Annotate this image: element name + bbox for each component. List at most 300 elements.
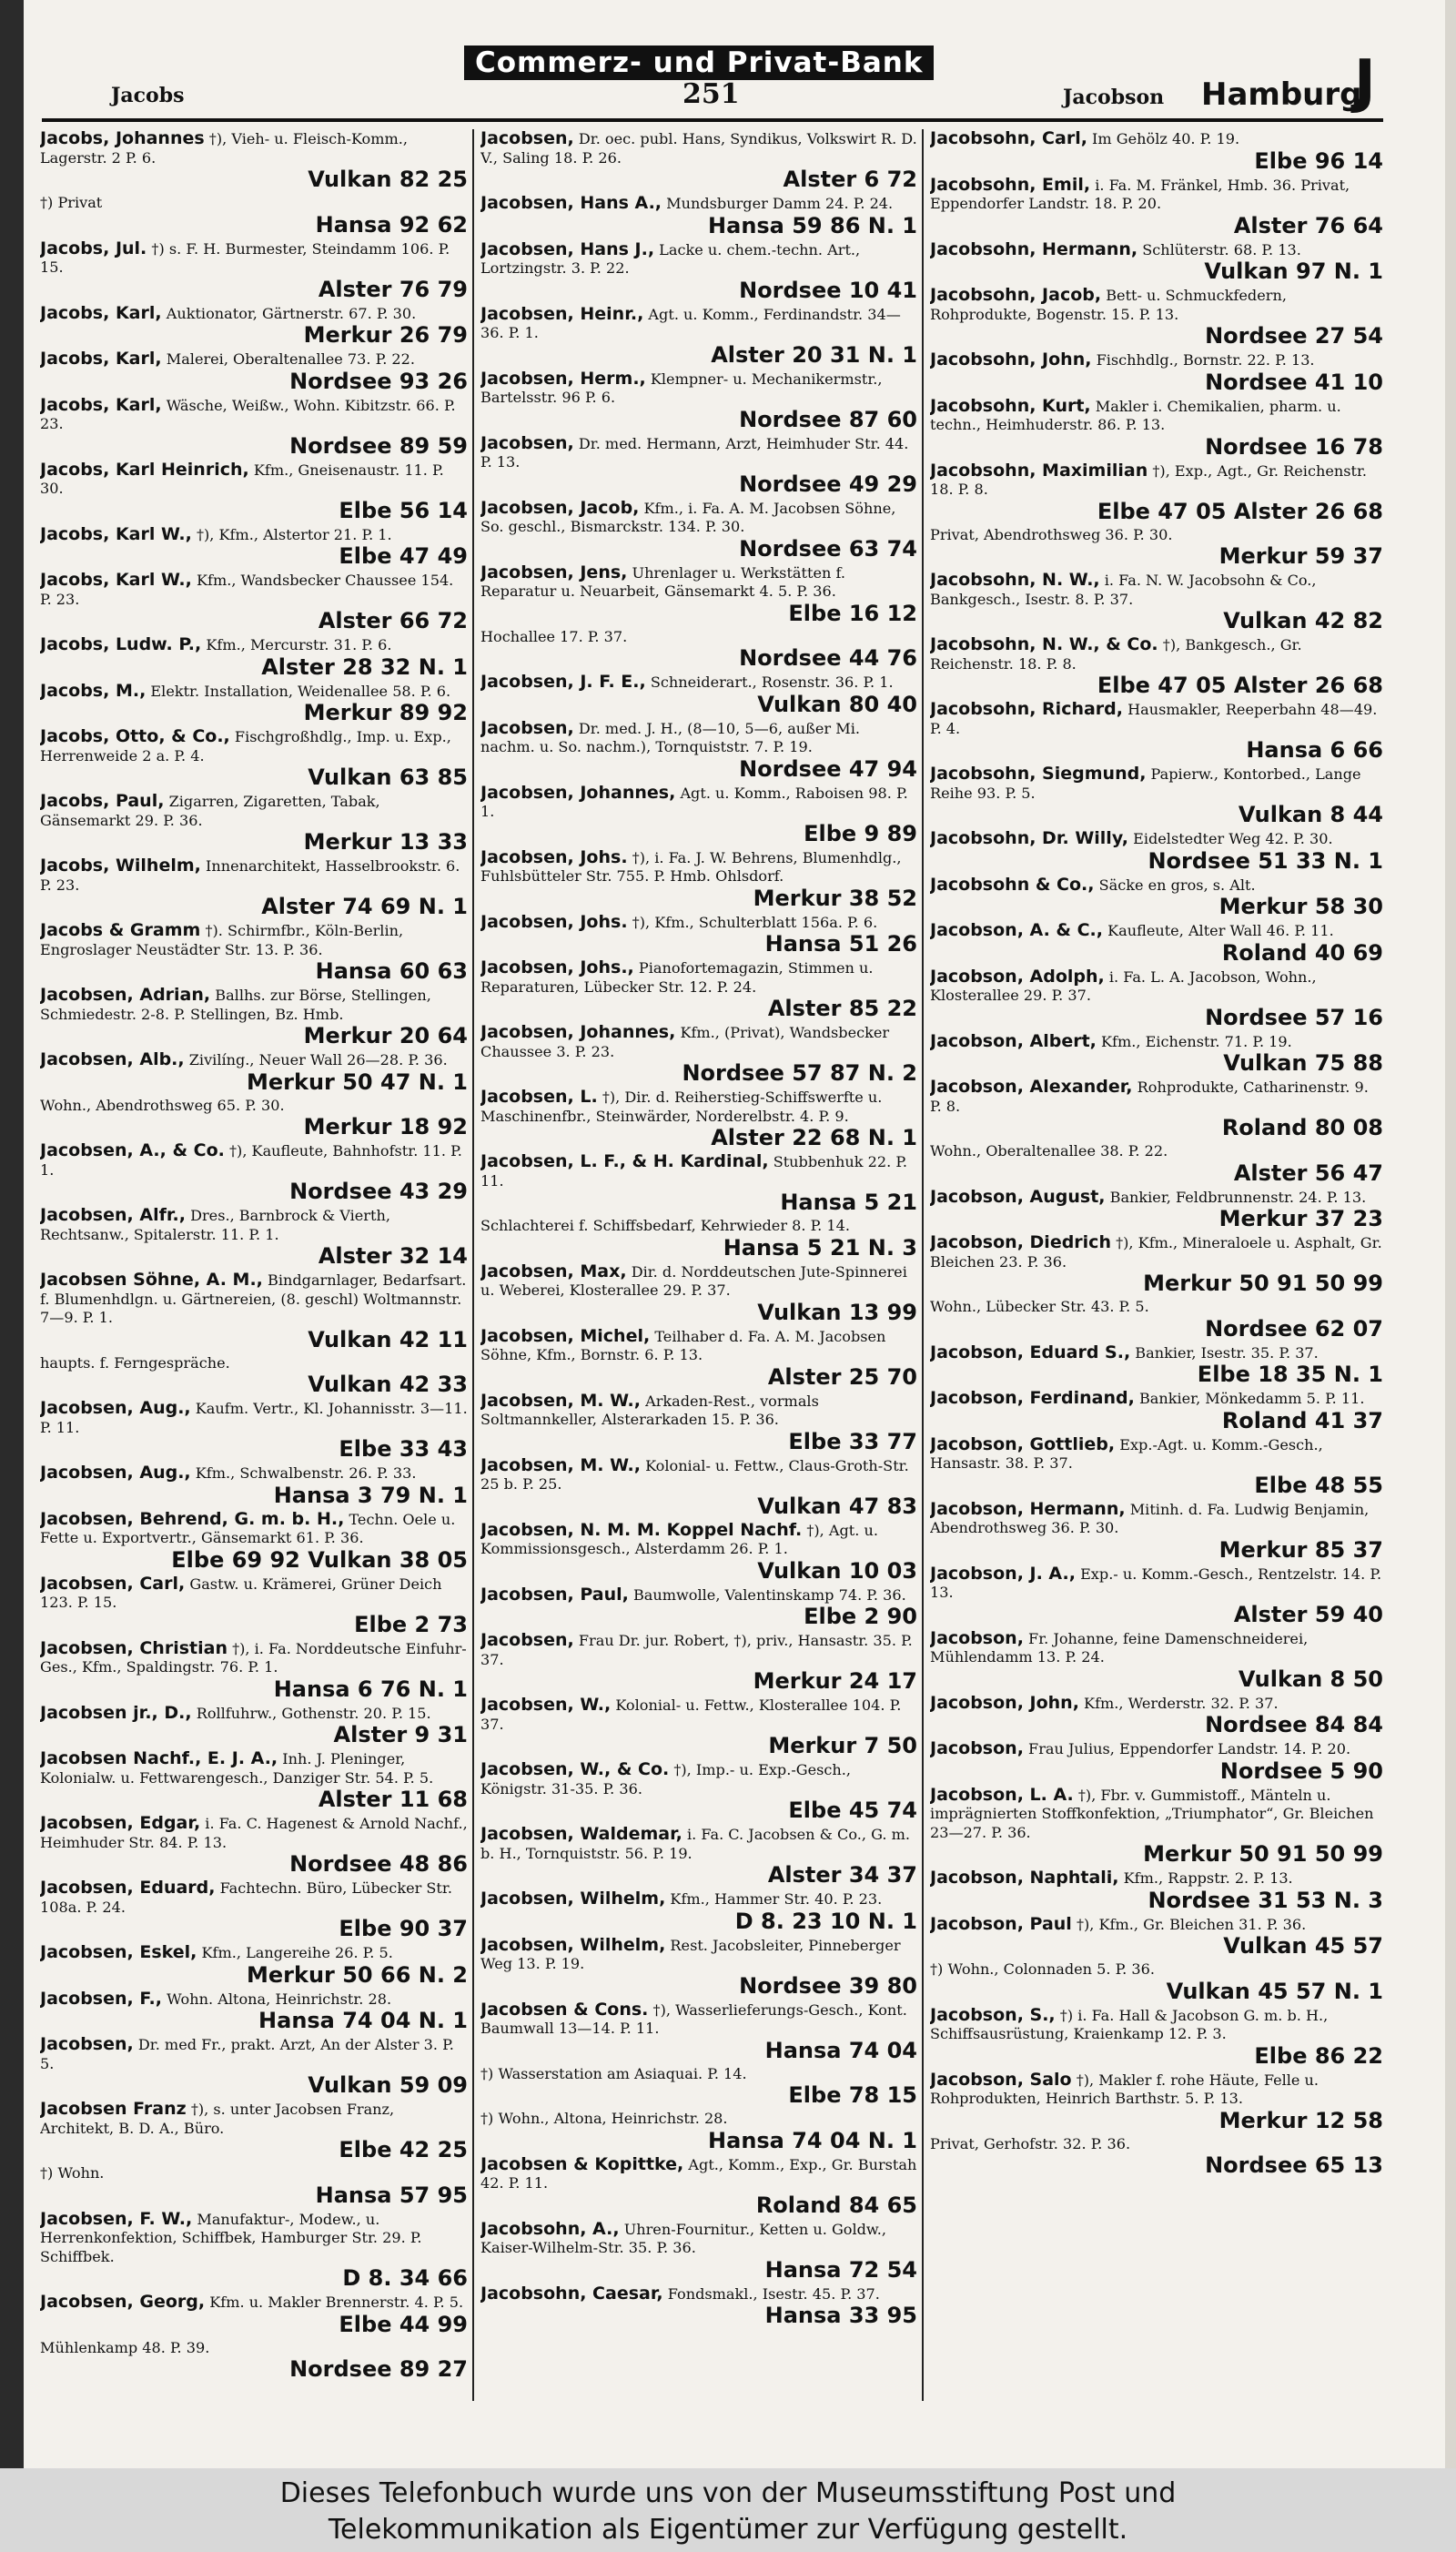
directory-entry (40, 2339, 468, 2383)
directory-entry (40, 1399, 468, 1462)
directory-entry (480, 1088, 917, 1150)
entry-phone: Elbe 47 49 (339, 543, 468, 569)
entry-phone: Hansa 5 21 (780, 1190, 917, 1215)
entry-details: Exp.- u. Komm.-Gesch., Rentzelstr. 14. P. 13. (930, 1565, 1382, 1601)
entry-details: Zivilíng., Neuer Wall 26—28. P. 36. (188, 1051, 448, 1068)
directory-entry (40, 1639, 468, 1702)
entry-details: Bankier, Isestr. 35. P. 37. (1135, 1343, 1319, 1362)
directory-entry (480, 1327, 917, 1390)
entry-details: †) Privat (40, 194, 103, 211)
entry-details: Ballhs. zur Börse, Stellingen, Schmiedestr. 2-8. P. Stellingen, Bz. Hmb. (40, 987, 431, 1023)
directory-entry (930, 286, 1383, 349)
entry-name: Jacobson, Albert, (930, 1030, 1097, 1051)
directory-entry (930, 1233, 1383, 1296)
entry-name: Jacobs, Johannes (40, 129, 205, 148)
entry-name: Jacobs, Karl, (40, 394, 162, 415)
column-divider (472, 129, 474, 2401)
entry-name: Jacobsen, Hans A., (480, 193, 662, 213)
directory-entry (40, 792, 468, 855)
directory-entry (930, 1915, 1383, 1960)
entry-name: Jacobsen Söhne, A. M., (40, 1270, 263, 1290)
directory-entry (930, 461, 1383, 524)
entry-details: †), Fbr. v. Gummistoff., Mänteln u. imprägnierten Stoffkonfektion, „Triumphator“, Gr. Bleichen 23—27. P. 36. (930, 1786, 1374, 1841)
entry-details: i. Fa. C. Hagenest & Arnold Nachf., Heimhuder Str. 84. P. 13. (40, 1815, 468, 1851)
directory-entry (930, 1739, 1383, 1784)
entry-details: †), s. unter Jacobsen Franz, Architekt, B. D. A., Büro. (40, 2101, 395, 2137)
entry-name: Jacobson, Gottlieb, (930, 1433, 1116, 1454)
directory-entry (40, 1510, 468, 1573)
entry-details: Kfm., Eichenstr. 71. P. 19. (1101, 1032, 1292, 1050)
entry-details: Pianofortemagazin, Stimmen u. Reparaturen, Lübecker Str. 12. P. 24. (480, 959, 874, 996)
entry-details: Zigarren, Zigaretten, Tabak, Gänsemarkt 29. P. 36. (40, 793, 380, 829)
entry-phone: Elbe 2 73 (354, 1611, 468, 1637)
directory-entry (480, 499, 917, 562)
directory-entry (40, 1050, 468, 1095)
directory-entry (480, 1585, 917, 1630)
entry-details: Schlüterstr. 68. P. 13. (1142, 240, 1301, 258)
entry-phone: Hansa 60 63 (315, 958, 468, 984)
entry-details: Frau Julius, Eppendorfer Landstr. 14. P. 20. (1028, 1740, 1351, 1757)
directory-entry (930, 1032, 1383, 1077)
entry-name: Jacobsen Franz (40, 2099, 187, 2119)
entry-phone: Vulkan 75 88 (1223, 1050, 1383, 1076)
entry-details: †), Kaufleute, Bahnhofstr. 11. P. 1. (40, 1142, 462, 1179)
entry-details: Dr. med Fr., prakt. Arzt, An der Alster 3. P. 5. (40, 2036, 454, 2072)
entry-details: Kfm., Rappstr. 2. P. 13. (1123, 1869, 1293, 1887)
directory-entry (40, 304, 468, 349)
directory-entry (480, 913, 917, 957)
entry-details: †), Kfm., Alstertor 21. P. 1. (196, 525, 392, 543)
entry-phone: Vulkan 42 82 (1223, 608, 1383, 633)
directory-entry (480, 370, 917, 432)
directory-entry (480, 2220, 917, 2283)
entry-name: Jacobsen, J. F. E., (480, 672, 646, 692)
directory-entry (480, 1825, 917, 1888)
directory-entry (480, 1456, 917, 1519)
directory-entry (40, 461, 468, 523)
directory-entry (930, 1629, 1383, 1692)
entry-details: †), Exp., Agt., Gr. Reichenstr. 18. P. 8. (930, 461, 1367, 498)
entry-name: Jacobsen, Carl, (40, 1573, 186, 1594)
directory-entry (480, 1217, 917, 1261)
entry-phone: Nordsee 84 84 (1205, 1712, 1383, 1737)
entry-details: †), Imp.- u. Exp.-Gesch., Königstr. 31-35. P. 36. (480, 1761, 852, 1798)
entry-details: †) s. F. H. Burmester, Steindamm 106. P. 15. (40, 239, 450, 276)
entry-details: Frau Dr. jur. Robert, †), priv., Hansastr. 35. P. 37. (480, 1632, 913, 1668)
entry-phone: Vulkan 8 44 (1238, 802, 1383, 827)
entry-name: Jacobson, Hermann, (930, 1498, 1126, 1519)
header-index-letter: J (1354, 48, 1376, 116)
directory-entry (930, 1565, 1383, 1627)
entry-name: Jacobsohn, Jacob, (930, 285, 1102, 305)
entry-phone: Hansa 74 04 N. 1 (708, 2127, 917, 2153)
directory-entry (480, 628, 917, 672)
entry-phone: Nordsee 43 29 (289, 1179, 468, 1204)
entry-name: Jacobsohn & Co., (930, 874, 1095, 895)
entry-details: Schneiderart., Rosenstr. 36. P. 1. (650, 673, 894, 691)
directory-entry (40, 1943, 468, 1988)
entry-phone: Elbe 18 35 N. 1 (1197, 1362, 1383, 1387)
entry-name: Jacobs, Karl, (40, 349, 162, 369)
entry-details: Kaufm. Vertr., Kl. Johannisstr. 3—11. P. 11. (40, 1400, 468, 1436)
entry-phone: Hansa 59 86 N. 1 (708, 212, 917, 238)
directory-entry (480, 1696, 917, 1758)
entry-name: Jacobs, Karl W., (40, 570, 192, 590)
directory-entry (480, 194, 917, 238)
directory-entry (930, 526, 1383, 570)
directory-entry (480, 434, 917, 497)
entry-details: Wohn., Lübecker Str. 43. P. 5. (930, 1298, 1149, 1315)
directory-entry (480, 129, 917, 192)
entry-phone: Vulkan 63 85 (308, 765, 468, 790)
entry-details: Fischhdlg., Bornstr. 22. P. 13. (1096, 351, 1315, 369)
directory-entry (40, 921, 468, 984)
directory-entry (480, 848, 917, 911)
entry-phone: D 8. 34 66 (342, 2265, 468, 2291)
page-binding-edge (0, 0, 24, 2468)
entry-phone: Merkur 89 92 (303, 700, 468, 725)
entry-name: Jacobsen, Alfr., (40, 1205, 186, 1225)
entry-name: Jacobsen Nachf., E. J. A., (40, 1748, 278, 1768)
entry-details: Bett- u. Schmuckfedern, Rohprodukte, Bogenstr. 15. P. 13. (930, 287, 1287, 323)
directory-entry (480, 673, 917, 717)
entry-phone: Elbe 45 74 (788, 1798, 917, 1823)
entry-name: Jacobsen, Johs. (480, 846, 628, 867)
entry-phone: Nordsee 31 53 N. 3 (1148, 1887, 1383, 1913)
entry-name: Jacobsen, A., & Co. (40, 1140, 225, 1160)
entry-details: Agt. u. Komm., Raboisen 98. P. 1. (480, 784, 908, 820)
entry-phone: Nordsee 10 41 (739, 277, 917, 303)
entry-details: Kfm., Gneisenaustr. 11. P. 30. (40, 461, 444, 497)
entry-name: Jacobson, S., (930, 2004, 1056, 2025)
entry-details: Makler i. Chemikalien, pharm. u. techn., Heimhuderstr. 86. P. 13. (930, 397, 1341, 433)
header-city: Hamburg (1201, 76, 1362, 113)
entry-phone: Nordsee 51 33 N. 1 (1148, 847, 1383, 874)
directory-entry (930, 350, 1383, 395)
entry-phone: Alster 22 68 N. 1 (711, 1125, 917, 1150)
footer-line-2: Telekommunikation als Eigentümer zur Verfügung gestellt. (328, 2514, 1128, 2546)
entry-details: Inh. J. Pleninger, Kolonialw. u. Fettwarengesch., Danziger Str. 54. P. 5. (40, 1750, 434, 1787)
entry-name: Jacobsen, Paul, (480, 1584, 629, 1605)
directory-entry (930, 1343, 1383, 1388)
directory-entry (930, 967, 1383, 1030)
entry-details: Schlachterei f. Schiffsbedarf, Kehrwieder 8. P. 14. (480, 1217, 851, 1234)
entry-phone: Elbe 90 37 (339, 1916, 468, 1941)
entry-name: Jacobsen & Cons. (480, 1999, 649, 2020)
entry-phone: Alster 25 70 (767, 1363, 917, 1390)
entry-phone: Alster 6 72 (783, 167, 917, 192)
entry-phone: Elbe 56 14 (339, 497, 468, 523)
entry-details: Klempner- u. Mechanikermstr., Bartelsstr. 96 P. 6. (480, 370, 883, 406)
entry-phone: Merkur 24 17 (753, 1668, 917, 1694)
entry-details: Mühlenkamp 48. P. 39. (40, 2338, 210, 2356)
directory-entry (480, 2110, 917, 2153)
entry-name: Jacobsen, Wilhelm, (480, 1934, 666, 1955)
entry-phone: Vulkan 80 40 (757, 691, 917, 717)
column-divider (922, 129, 924, 2401)
entry-name: Jacobson, (930, 1627, 1024, 1648)
entry-details: Kolonial- u. Fettw., Klosterallee 104. P. 37. (480, 1696, 902, 1733)
entry-name: Jacobsen, (40, 2034, 134, 2054)
entry-details: Säcke en gros, s. Alt. (1098, 876, 1256, 894)
page-header (36, 44, 1383, 116)
entry-details: †) Wasserstation am Asiaquai. P. 14. (480, 2064, 747, 2082)
entry-phone: Elbe 33 77 (788, 1428, 917, 1454)
entry-phone: Hansa 74 04 N. 1 (258, 2008, 468, 2033)
directory-entry (40, 2100, 468, 2162)
entry-details: Kfm. u. Makler Brennerstr. 4. P. 5. (209, 2294, 464, 2311)
directory-entry (930, 240, 1383, 285)
entry-details: Rohprodukte, Catharinenstr. 9. P. 8. (930, 1079, 1369, 1115)
entry-details: †) Wohn. (40, 2164, 105, 2182)
entry-phone: D 8. 23 10 N. 1 (734, 1908, 917, 1934)
entry-details: Dr. oec. publ. Hans, Syndikus, Volkswirt R. D. V., Saling 18. P. 26. (480, 130, 917, 167)
directory-entry (480, 1936, 917, 1999)
entry-details: †), Agt. u. Kommissionsgesch., Alsterdamm 26. P. 1. (480, 1521, 878, 1557)
directory-entry (930, 635, 1383, 698)
entry-phone: Roland 80 08 (1221, 1115, 1383, 1140)
entry-phone: Merkur 18 92 (303, 1114, 468, 1139)
directory-entry (480, 1760, 917, 1823)
entry-phone: Vulkan 10 03 (757, 1557, 917, 1584)
entry-details: †) Wohn., Colonnaden 5. P. 36. (930, 1960, 1155, 1978)
entry-phone: Alster 76 64 (1233, 212, 1383, 238)
entry-phone: Elbe 96 14 (1254, 147, 1383, 174)
entry-details: Wohn. Altona, Heinrichstr. 28. (167, 1990, 392, 2008)
entry-details: i. Fa. L. A. Jacobson, Wohn., Klosterallee 29. P. 37. (930, 967, 1317, 1004)
entry-details: Uhrenlager u. Werkstätten f. Reparatur u. Neuarbeit, Gänsemarkt 4. 5. P. 36. (480, 563, 845, 600)
entry-details: Rollfuhrw., Gothenstr. 20. P. 15. (196, 1704, 431, 1722)
entry-phone: Alster 85 22 (767, 996, 917, 1021)
entry-phone: Vulkan 82 25 (308, 167, 468, 192)
entry-phone: Alster 76 79 (318, 276, 468, 302)
directory-entry (930, 921, 1383, 966)
entry-phone: Roland 40 69 (1221, 939, 1383, 966)
entry-details: Kaufleute, Alter Wall 46. P. 11. (1107, 922, 1334, 939)
entry-phone: Hansa 33 95 (764, 2303, 917, 2328)
entry-name: Jacobs, Wilhelm, (40, 856, 201, 876)
entry-phone: Elbe 69 92 Vulkan 38 05 (171, 1546, 468, 1573)
entry-name: Jacobsen, Johs., (480, 957, 634, 977)
directory-entry (40, 194, 468, 238)
entry-phone: Merkur 85 37 (1218, 1536, 1383, 1563)
directory-column-3 (930, 129, 1383, 2405)
entry-details: Fachtechn. Büro, Lübecker Str. 108a. P. 24. (40, 1879, 452, 1916)
header-first-entry: Jacobs (111, 84, 185, 107)
entry-name: Jacobsohn, Emil, (930, 174, 1091, 195)
entry-name: Jacobsen, Hans J., (480, 238, 655, 259)
entry-phone: Vulkan 8 50 (1238, 1666, 1383, 1692)
entry-details: Malerei, Oberaltenallee 73. P. 22. (166, 350, 416, 368)
directory-entry (40, 1575, 468, 1637)
entry-name: Jacobs, Jul. (40, 238, 147, 258)
entry-phone: Hansa 51 26 (764, 931, 917, 957)
entry-details: †), Makler f. rohe Häute, Felle u. Rohprodukten, Heinrich Barthstr. 5. P. 13. (930, 2071, 1320, 2107)
directory-entry (930, 1142, 1383, 1186)
entry-phone: Nordsee 57 16 (1205, 1004, 1383, 1030)
directory-entry (480, 2000, 917, 2063)
entry-phone: Merkur 50 47 N. 1 (247, 1068, 468, 1095)
entry-phone: Merkur 20 64 (303, 1023, 468, 1048)
entry-name: Jacobson, Salo (930, 2069, 1072, 2090)
directory-entry (930, 571, 1383, 633)
directory-entry (40, 1097, 468, 1140)
entry-phone: Elbe 9 89 (804, 820, 917, 846)
entry-details: Wäsche, Weißw., Wohn. Kibitzstr. 66. P. 23. (40, 396, 456, 432)
entry-phone: Vulkan 59 09 (308, 2072, 468, 2098)
directory-entry (40, 1463, 468, 1508)
directory-entry (480, 1521, 917, 1584)
directory-entry (480, 1152, 917, 1215)
directory-entry (480, 305, 917, 368)
entry-name: Jacobsohn, Carl, (930, 129, 1087, 148)
entry-phone: Nordsee 57 87 N. 2 (682, 1060, 917, 1086)
directory-entry (40, 1749, 468, 1812)
entry-phone: Merkur 38 52 (753, 885, 917, 911)
entry-name: Jacobson, (930, 1738, 1024, 1758)
entry-phone: Elbe 16 12 (788, 600, 917, 626)
entry-details: Baumwolle, Valentinskamp 74. P. 36. (632, 1585, 906, 1604)
entry-details: †), i. Fa. Norddeutsche Einfuhr-Ges., Kfm., Spaldingstr. 76. P. 1. (40, 1639, 467, 1676)
entry-phone: Merkur 7 50 (768, 1733, 917, 1758)
entry-details: Bankier, Feldbrunnenstr. 24. P. 13. (1109, 1188, 1367, 1206)
entry-name: Jacobson, Paul (930, 1913, 1072, 1934)
entry-name: Jacobsen, Johs. (480, 911, 628, 932)
entry-name: Jacobsohn, Maximilian (930, 460, 1148, 481)
entry-name: Jacobsen, Max, (480, 1261, 627, 1281)
entry-name: Jacobsen, Johannes, (480, 1022, 676, 1042)
entry-phone: Alster 66 72 (318, 608, 468, 633)
entry-phone: Hansa 74 04 (764, 2037, 917, 2063)
entry-name: Jacobsen, N. M. M. Koppel Nachf. (480, 1519, 803, 1540)
directory-entry (930, 1868, 1383, 1913)
entry-name: Jacobsen, F. W., (40, 2208, 193, 2229)
entry-details: Lacke u. chem.-techn. Art., Lortzingstr. 3. P. 22. (480, 240, 861, 277)
entry-name: Jacobson, Naphtali, (930, 1868, 1119, 1888)
directory-column-1 (40, 129, 468, 2405)
entry-details: Agt. u. Komm., Ferdinandstr. 34—36. P. 1. (480, 305, 901, 341)
entry-details: Wohn., Oberaltenallee 38. P. 22. (930, 1142, 1168, 1160)
entry-name: Jacobsen, (480, 1630, 574, 1650)
directory-entry (40, 1879, 468, 1941)
entry-name: Jacobson, August, (930, 1186, 1106, 1207)
entry-name: Jacobsohn, N. W., (930, 570, 1100, 590)
entry-details: Kfm., Werderstr. 32. P. 37. (1084, 1694, 1279, 1712)
entry-phone: Hansa 3 79 N. 1 (273, 1482, 468, 1508)
entry-name: Jacobsen, Waldemar, (480, 1824, 682, 1844)
entry-name: Jacobsen, Jens, (480, 562, 628, 582)
entry-phone: Alster 74 69 N. 1 (261, 894, 468, 919)
entry-phone: Merkur 37 23 (1218, 1206, 1383, 1231)
entry-details: Stubbenhuk 22. P. 11. (480, 1153, 908, 1190)
directory-entry (930, 1694, 1383, 1738)
entry-name: Jacobs, Karl Heinrich, (40, 459, 249, 480)
entry-phone: Elbe 2 90 (804, 1604, 917, 1629)
entry-details: †) Wohn., Altona, Heinrichstr. 28. (480, 2110, 728, 2127)
directory-entry (930, 1786, 1383, 1868)
entry-phone: Alster 20 31 N. 1 (711, 341, 917, 368)
entry-name: Jacobsen, L. (480, 1087, 598, 1107)
entry-name: Jacobsohn, Dr. Willy, (930, 828, 1128, 848)
directory-entry (480, 1392, 917, 1454)
directory-entry (930, 129, 1383, 174)
entry-details: Fondsmakl., Isestr. 45. P. 37. (667, 2284, 880, 2303)
directory-entry (40, 2035, 468, 2098)
entry-details: i. Fa. N. W. Jacobsohn & Co., Bankgesch., Isestr. 8. P. 37. (930, 572, 1317, 608)
entry-phone: Nordsee 48 86 (289, 1851, 468, 1877)
entry-phone: Roland 41 37 (1221, 1407, 1383, 1433)
entry-name: Jacobsen, Herm., (480, 368, 646, 389)
entry-details: Uhren-Fournitur., Ketten u. Goldw., Kaiser-Wilhelm-Str. 35. P. 36. (480, 2220, 887, 2256)
entry-phone: Nordsee 39 80 (739, 1972, 917, 1999)
entry-details: Bankier, Mönkedamm 5. P. 11. (1138, 1390, 1365, 1407)
entry-phone: Elbe 86 22 (1254, 2042, 1383, 2069)
entry-phone: Nordsee 63 74 (739, 535, 917, 562)
header-bank-banner: Commerz- und Privat-Bank (464, 46, 934, 80)
entry-name: Jacobsen, M. W., (480, 1390, 641, 1411)
entry-phone: Merkur 12 58 (1218, 2107, 1383, 2133)
entry-details: †), Kfm., Schulterblatt 156a. P. 6. (632, 913, 878, 931)
entry-details: Innenarchitekt, Hasselbrookstr. 6. P. 23. (40, 857, 460, 894)
entry-details: Gastw. u. Krämerei, Grüner Deich 123. P. 15. (40, 1575, 442, 1611)
directory-entry (930, 1960, 1383, 2004)
entry-name: Jacobsohn, Richard, (930, 699, 1123, 719)
entry-name: Jacobsen, L. F., & H. Kardinal, (480, 1151, 769, 1171)
directory-entry (480, 784, 917, 846)
entry-name: Jacobsen, Johannes, (480, 782, 676, 803)
entry-details: Dres., Barnbrock & Vierth, Rechtsanw., Spitalerstr. 11. P. 1. (40, 1207, 390, 1243)
entry-name: Jacobs, Ludw. P., (40, 634, 202, 654)
directory-entry (480, 1889, 917, 1934)
directory-entry (930, 397, 1383, 460)
entry-phone: Merkur 26 79 (303, 322, 468, 348)
entry-details: Hausmakler, Reeperbahn 48—49. P. 4. (930, 701, 1378, 737)
entry-name: Jacobsen, F., (40, 1988, 162, 2009)
directory-entry (480, 563, 917, 626)
page-right-edge (1445, 0, 1456, 2468)
entry-name: Jacobsohn, Hermann, (930, 238, 1138, 259)
entry-details: Dr. med. Hermann, Arzt, Heimhuder Str. 44. P. 13. (480, 434, 909, 471)
directory-entry (480, 2284, 917, 2329)
directory-entry (40, 1814, 468, 1877)
entry-phone: Nordsee 47 94 (739, 755, 917, 782)
entry-name: Jacobsen, Christian (40, 1637, 228, 1658)
entry-details: haupts. f. Ferngespräche. (40, 1353, 230, 1372)
directory-entry (40, 525, 468, 570)
entry-name: Jacobsohn, N. W., & Co. (930, 634, 1158, 654)
entry-name: Jacobsen, Behrend, G. m. b. H., (40, 1508, 345, 1529)
entry-name: Jacobsen, (480, 432, 574, 453)
directory-entry (930, 1435, 1383, 1498)
entry-details: Fischgroßhdlg., Imp. u. Exp., Herrenweide 2 a. P. 4. (40, 728, 451, 765)
entry-name: Jacobs, Paul, (40, 791, 165, 811)
entry-details: Kfm., Mercurstr. 31. P. 6. (206, 636, 392, 653)
directory-entry (480, 958, 917, 1021)
entry-phone: Nordsee 62 07 (1205, 1315, 1383, 1342)
entry-phone: Merkur 50 91 50 99 (1143, 1841, 1383, 1867)
entry-name: Jacobson, John, (930, 1692, 1079, 1713)
directory-entry (40, 571, 468, 633)
directory-entry (930, 1389, 1383, 1433)
entry-name: Jacobsohn, Caesar, (480, 2283, 663, 2304)
entry-name: Jacobson, Ferdinand, (930, 1388, 1135, 1408)
entry-phone: Vulkan 97 N. 1 (1204, 258, 1383, 284)
entry-details: Rest. Jacobsleiter, Pinneberger Weg 13. P. 19. (480, 1936, 901, 1972)
entry-phone: Nordsee 49 29 (739, 471, 917, 497)
directory-entry (480, 1262, 917, 1325)
directory-entry (480, 2155, 917, 2218)
entry-phone: Elbe 47 05 Alster 26 68 (1097, 673, 1383, 698)
